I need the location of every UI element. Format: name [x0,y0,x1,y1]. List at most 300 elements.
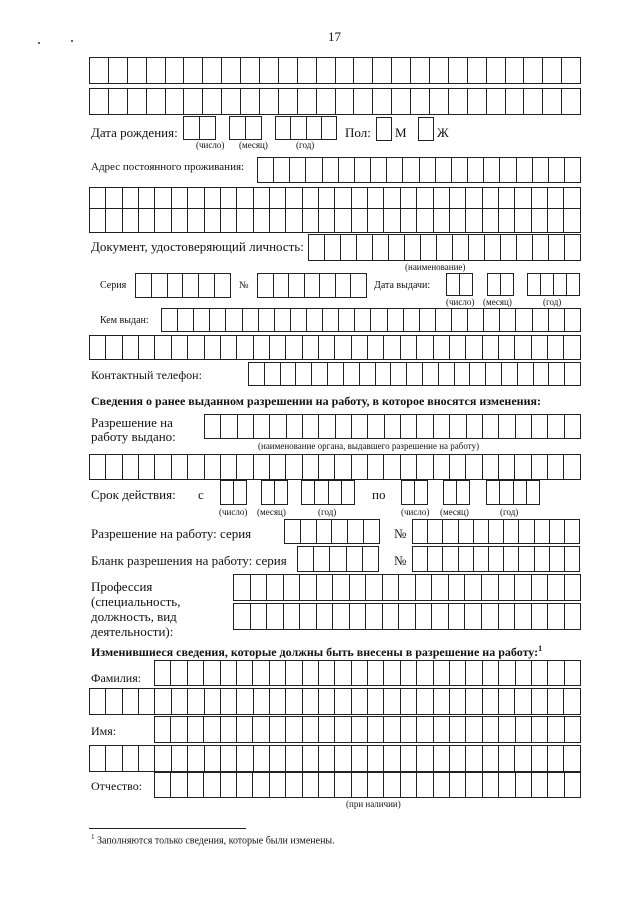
character-cell[interactable] [328,363,344,385]
character-cell[interactable] [155,661,171,685]
character-cell[interactable] [241,58,260,83]
character-cell[interactable] [515,575,532,600]
character-cell[interactable] [565,575,582,600]
character-cell[interactable] [90,455,106,479]
character-cell[interactable] [352,689,368,714]
character-cell[interactable] [483,455,499,479]
character-cell[interactable] [519,520,534,543]
character-cell[interactable] [109,89,128,114]
character-cell[interactable] [123,209,139,232]
issue-day-field[interactable] [446,273,473,296]
character-cell[interactable] [450,746,466,771]
character-cell[interactable] [251,575,268,600]
character-cell[interactable] [253,661,269,685]
character-cell[interactable] [298,547,314,571]
character-cell[interactable] [332,520,348,543]
character-cell[interactable] [319,336,335,359]
character-cell[interactable] [205,209,221,232]
character-cell[interactable] [564,746,580,771]
character-cell[interactable] [466,717,482,742]
character-cell[interactable] [360,363,376,385]
character-cell[interactable] [533,235,549,260]
character-cell[interactable] [415,481,428,504]
character-cell[interactable] [254,689,270,714]
character-cell[interactable] [275,481,288,504]
issue-year-field[interactable] [527,273,580,296]
character-cell[interactable] [403,158,419,182]
character-cell[interactable] [319,415,335,438]
character-cell[interactable] [548,336,564,359]
character-cell[interactable] [411,89,430,114]
character-cell[interactable] [562,89,581,114]
character-cell[interactable] [352,717,368,742]
character-cell[interactable] [450,773,466,797]
character-cell[interactable] [221,481,234,504]
character-cell[interactable] [455,363,471,385]
character-cell[interactable] [319,689,335,714]
character-cell[interactable] [106,336,122,359]
character-cell[interactable] [411,58,430,83]
character-cell[interactable] [237,209,253,232]
validity-to-day-field[interactable] [401,480,428,505]
character-cell[interactable] [123,455,139,479]
character-cell[interactable] [487,481,500,504]
character-cell[interactable] [128,89,147,114]
character-cell[interactable] [188,455,204,479]
character-cell[interactable] [548,746,564,771]
character-cell[interactable] [487,89,506,114]
character-cell[interactable] [404,309,420,331]
character-cell[interactable] [90,58,109,83]
character-cell[interactable] [485,235,501,260]
character-cell[interactable] [274,274,290,297]
character-cell[interactable] [106,689,122,714]
character-cell[interactable] [188,209,204,232]
character-cell[interactable] [279,89,298,114]
character-cell[interactable] [303,717,319,742]
character-cell[interactable] [290,158,306,182]
character-cell[interactable] [309,235,325,260]
character-cell[interactable] [260,89,279,114]
character-cell[interactable] [226,309,242,331]
character-cell[interactable] [532,209,548,232]
character-cell[interactable] [188,661,204,685]
character-cell[interactable] [286,773,302,797]
character-cell[interactable] [335,689,351,714]
character-cell[interactable] [270,455,286,479]
birth-month-field[interactable] [229,116,262,140]
character-cell[interactable] [564,689,580,714]
character-cell[interactable] [320,274,336,297]
character-cell[interactable] [548,455,564,479]
character-cell[interactable] [221,336,237,359]
character-cell[interactable] [384,209,400,232]
character-cell[interactable] [188,336,204,359]
character-cell[interactable] [335,209,351,232]
character-cell[interactable] [317,520,333,543]
character-cell[interactable] [449,58,468,83]
character-cell[interactable] [237,717,253,742]
character-cell[interactable] [203,89,222,114]
character-cell[interactable] [243,309,259,331]
character-cell[interactable] [90,336,106,359]
character-cell[interactable] [484,158,500,182]
character-cell[interactable] [317,575,334,600]
character-cell[interactable] [533,309,549,331]
character-cell[interactable] [470,363,486,385]
character-cell[interactable] [249,363,265,385]
character-cell[interactable] [286,661,302,685]
character-cell[interactable] [515,209,531,232]
character-cell[interactable] [504,520,519,543]
character-cell[interactable] [109,58,128,83]
character-cell[interactable] [524,58,543,83]
character-cell[interactable] [335,746,351,771]
character-cell[interactable] [543,89,562,114]
character-cell[interactable] [351,274,367,297]
character-cell[interactable] [486,363,502,385]
character-cell[interactable] [106,209,122,232]
character-cell[interactable] [307,117,322,139]
character-cell[interactable] [203,58,222,83]
character-cell[interactable] [251,604,268,629]
character-cell[interactable] [230,117,246,139]
character-cell[interactable] [254,209,270,232]
character-cell[interactable] [392,58,411,83]
character-cell[interactable] [466,689,482,714]
character-cell[interactable] [339,309,355,331]
character-cell[interactable] [459,547,474,571]
character-cell[interactable] [152,274,168,297]
character-cell[interactable] [139,455,155,479]
character-cell[interactable] [549,158,565,182]
character-cell[interactable] [401,689,417,714]
character-cell[interactable] [532,575,549,600]
character-cell[interactable] [528,274,541,295]
character-cell[interactable] [234,481,247,504]
character-cell[interactable] [515,689,531,714]
character-cell[interactable] [450,717,466,742]
character-cell[interactable] [221,415,237,438]
character-cell[interactable] [336,89,355,114]
character-cell[interactable] [270,415,286,438]
character-cell[interactable] [401,336,417,359]
character-cell[interactable] [258,158,274,182]
top-grid-row-1[interactable] [89,57,581,84]
character-cell[interactable] [401,717,417,742]
character-cell[interactable] [364,520,380,543]
permit-authority-field-row-2[interactable] [89,454,581,480]
character-cell[interactable] [194,309,210,331]
character-cell[interactable] [368,415,384,438]
character-cell[interactable] [500,309,516,331]
character-cell[interactable] [434,209,450,232]
character-cell[interactable] [270,773,286,797]
character-cell[interactable] [336,274,352,297]
character-cell[interactable] [90,89,109,114]
permit-number-field[interactable] [412,519,580,544]
character-cell[interactable] [439,363,455,385]
character-cell[interactable] [499,604,516,629]
address-field-row-3[interactable] [89,208,581,233]
character-cell[interactable] [417,209,433,232]
character-cell[interactable] [286,689,302,714]
character-cell[interactable] [434,661,450,685]
character-cell[interactable] [221,717,237,742]
character-cell[interactable] [319,773,335,797]
character-cell[interactable] [123,336,139,359]
character-cell[interactable] [467,415,483,438]
character-cell[interactable] [342,481,355,504]
character-cell[interactable] [548,717,564,742]
character-cell[interactable] [434,773,450,797]
character-cell[interactable] [443,520,458,543]
character-cell[interactable] [371,158,387,182]
character-cell[interactable] [565,547,580,571]
character-cell[interactable] [139,336,155,359]
character-cell[interactable] [204,717,220,742]
character-cell[interactable] [499,415,515,438]
character-cell[interactable] [452,309,468,331]
character-cell[interactable] [430,58,449,83]
character-cell[interactable] [155,689,171,714]
character-cell[interactable] [265,363,281,385]
character-cell[interactable] [155,773,171,797]
character-cell[interactable] [420,158,436,182]
character-cell[interactable] [322,117,337,139]
character-cell[interactable] [270,689,286,714]
character-cell[interactable] [136,274,152,297]
character-cell[interactable] [434,746,450,771]
character-cell[interactable] [286,209,302,232]
character-cell[interactable] [253,773,269,797]
character-cell[interactable] [489,520,504,543]
character-cell[interactable] [139,746,155,771]
character-cell[interactable] [423,363,439,385]
character-cell[interactable] [172,746,188,771]
character-cell[interactable] [352,773,368,797]
character-cell[interactable] [348,520,364,543]
character-cell[interactable] [221,661,237,685]
issue-month-field[interactable] [487,273,514,296]
character-cell[interactable] [506,89,525,114]
character-cell[interactable] [357,235,373,260]
character-cell[interactable] [450,661,466,685]
character-cell[interactable] [384,773,400,797]
character-cell[interactable] [428,547,443,571]
character-cell[interactable] [417,689,433,714]
character-cell[interactable] [565,235,581,260]
character-cell[interactable] [178,309,194,331]
character-cell[interactable] [533,158,549,182]
character-cell[interactable] [565,363,581,385]
character-cell[interactable] [139,689,155,714]
character-cell[interactable] [366,575,383,600]
character-cell[interactable] [432,604,449,629]
character-cell[interactable] [519,547,534,571]
character-cell[interactable] [246,117,262,139]
character-cell[interactable] [205,689,221,714]
character-cell[interactable] [270,717,286,742]
character-cell[interactable] [384,689,400,714]
issued-by-field-row-1[interactable] [161,308,581,332]
character-cell[interactable] [319,209,335,232]
character-cell[interactable] [466,773,482,797]
character-cell[interactable] [270,661,286,685]
character-cell[interactable] [289,274,305,297]
character-cell[interactable] [383,575,400,600]
character-cell[interactable] [532,661,548,685]
character-cell[interactable] [548,604,565,629]
character-cell[interactable] [401,455,417,479]
character-cell[interactable] [281,363,297,385]
character-cell[interactable] [221,746,237,771]
character-cell[interactable] [285,520,301,543]
character-cell[interactable] [500,158,516,182]
character-cell[interactable] [401,773,417,797]
character-cell[interactable] [184,89,203,114]
character-cell[interactable] [474,520,489,543]
character-cell[interactable] [221,455,237,479]
character-cell[interactable] [184,117,200,139]
contact-phone-field[interactable] [248,362,581,386]
character-cell[interactable] [90,746,106,771]
character-cell[interactable] [401,209,417,232]
character-cell[interactable] [354,58,373,83]
character-cell[interactable] [504,547,519,571]
character-cell[interactable] [502,363,518,385]
character-cell[interactable] [550,520,565,543]
character-cell[interactable] [222,89,241,114]
character-cell[interactable] [128,58,147,83]
character-cell[interactable] [314,547,330,571]
character-cell[interactable] [303,209,319,232]
character-cell[interactable] [515,746,531,771]
character-cell[interactable] [254,455,270,479]
character-cell[interactable] [432,575,449,600]
character-cell[interactable] [527,481,540,504]
character-cell[interactable] [565,158,581,182]
first-name-field-row-2[interactable] [89,745,581,772]
surname-field-row-2[interactable] [89,688,581,715]
character-cell[interactable] [449,89,468,114]
character-cell[interactable] [204,661,220,685]
character-cell[interactable] [449,575,466,600]
character-cell[interactable] [317,604,334,629]
character-cell[interactable] [516,773,532,797]
character-cell[interactable] [368,336,384,359]
character-cell[interactable] [434,336,450,359]
character-cell[interactable] [515,604,532,629]
character-cell[interactable] [347,547,363,571]
character-cell[interactable] [303,336,319,359]
character-cell[interactable] [468,58,487,83]
character-cell[interactable] [468,158,484,182]
character-cell[interactable] [147,89,166,114]
character-cell[interactable] [352,336,368,359]
identity-number-field[interactable] [257,273,367,298]
character-cell[interactable] [325,235,341,260]
character-cell[interactable] [499,209,515,232]
character-cell[interactable] [350,604,367,629]
character-cell[interactable] [436,309,452,331]
character-cell[interactable] [499,455,515,479]
character-cell[interactable] [483,415,499,438]
character-cell[interactable] [171,773,187,797]
validity-from-year-field[interactable] [301,480,355,505]
character-cell[interactable] [399,604,416,629]
character-cell[interactable] [384,717,400,742]
character-cell[interactable] [449,604,466,629]
character-cell[interactable] [487,58,506,83]
character-cell[interactable] [447,274,460,295]
permit-series-field[interactable] [284,519,380,544]
character-cell[interactable] [488,274,501,295]
character-cell[interactable] [106,455,122,479]
character-cell[interactable] [172,209,188,232]
character-cell[interactable] [287,415,303,438]
character-cell[interactable] [417,336,433,359]
character-cell[interactable] [565,309,581,331]
character-cell[interactable] [237,455,253,479]
character-cell[interactable] [254,746,270,771]
character-cell[interactable] [532,689,548,714]
character-cell[interactable] [517,158,533,182]
character-cell[interactable] [291,309,307,331]
character-cell[interactable] [413,520,428,543]
character-cell[interactable] [305,274,321,297]
character-cell[interactable] [499,689,515,714]
character-cell[interactable] [329,481,342,504]
character-cell[interactable] [166,89,185,114]
character-cell[interactable] [352,455,368,479]
character-cell[interactable] [413,547,428,571]
character-cell[interactable] [466,209,482,232]
character-cell[interactable] [303,689,319,714]
character-cell[interactable] [188,773,204,797]
character-cell[interactable] [155,336,171,359]
character-cell[interactable] [237,661,253,685]
character-cell[interactable] [258,274,274,297]
character-cell[interactable] [474,547,489,571]
character-cell[interactable] [457,481,470,504]
character-cell[interactable] [368,455,384,479]
character-cell[interactable] [368,773,384,797]
character-cell[interactable] [434,689,450,714]
character-cell[interactable] [303,773,319,797]
character-cell[interactable] [554,274,567,295]
character-cell[interactable] [516,717,532,742]
character-cell[interactable] [516,415,532,438]
character-cell[interactable] [172,336,188,359]
character-cell[interactable] [298,58,317,83]
character-cell[interactable] [352,209,368,232]
character-cell[interactable] [238,415,254,438]
character-cell[interactable] [123,689,139,714]
blank-series-field[interactable] [297,546,379,572]
character-cell[interactable] [155,455,171,479]
character-cell[interactable] [484,309,500,331]
character-cell[interactable] [517,235,533,260]
character-cell[interactable] [450,689,466,714]
character-cell[interactable] [205,455,221,479]
character-cell[interactable] [123,746,139,771]
character-cell[interactable] [270,746,286,771]
profession-field-row-2[interactable] [233,603,581,630]
character-cell[interactable] [296,363,312,385]
character-cell[interactable] [532,717,548,742]
character-cell[interactable] [565,520,580,543]
